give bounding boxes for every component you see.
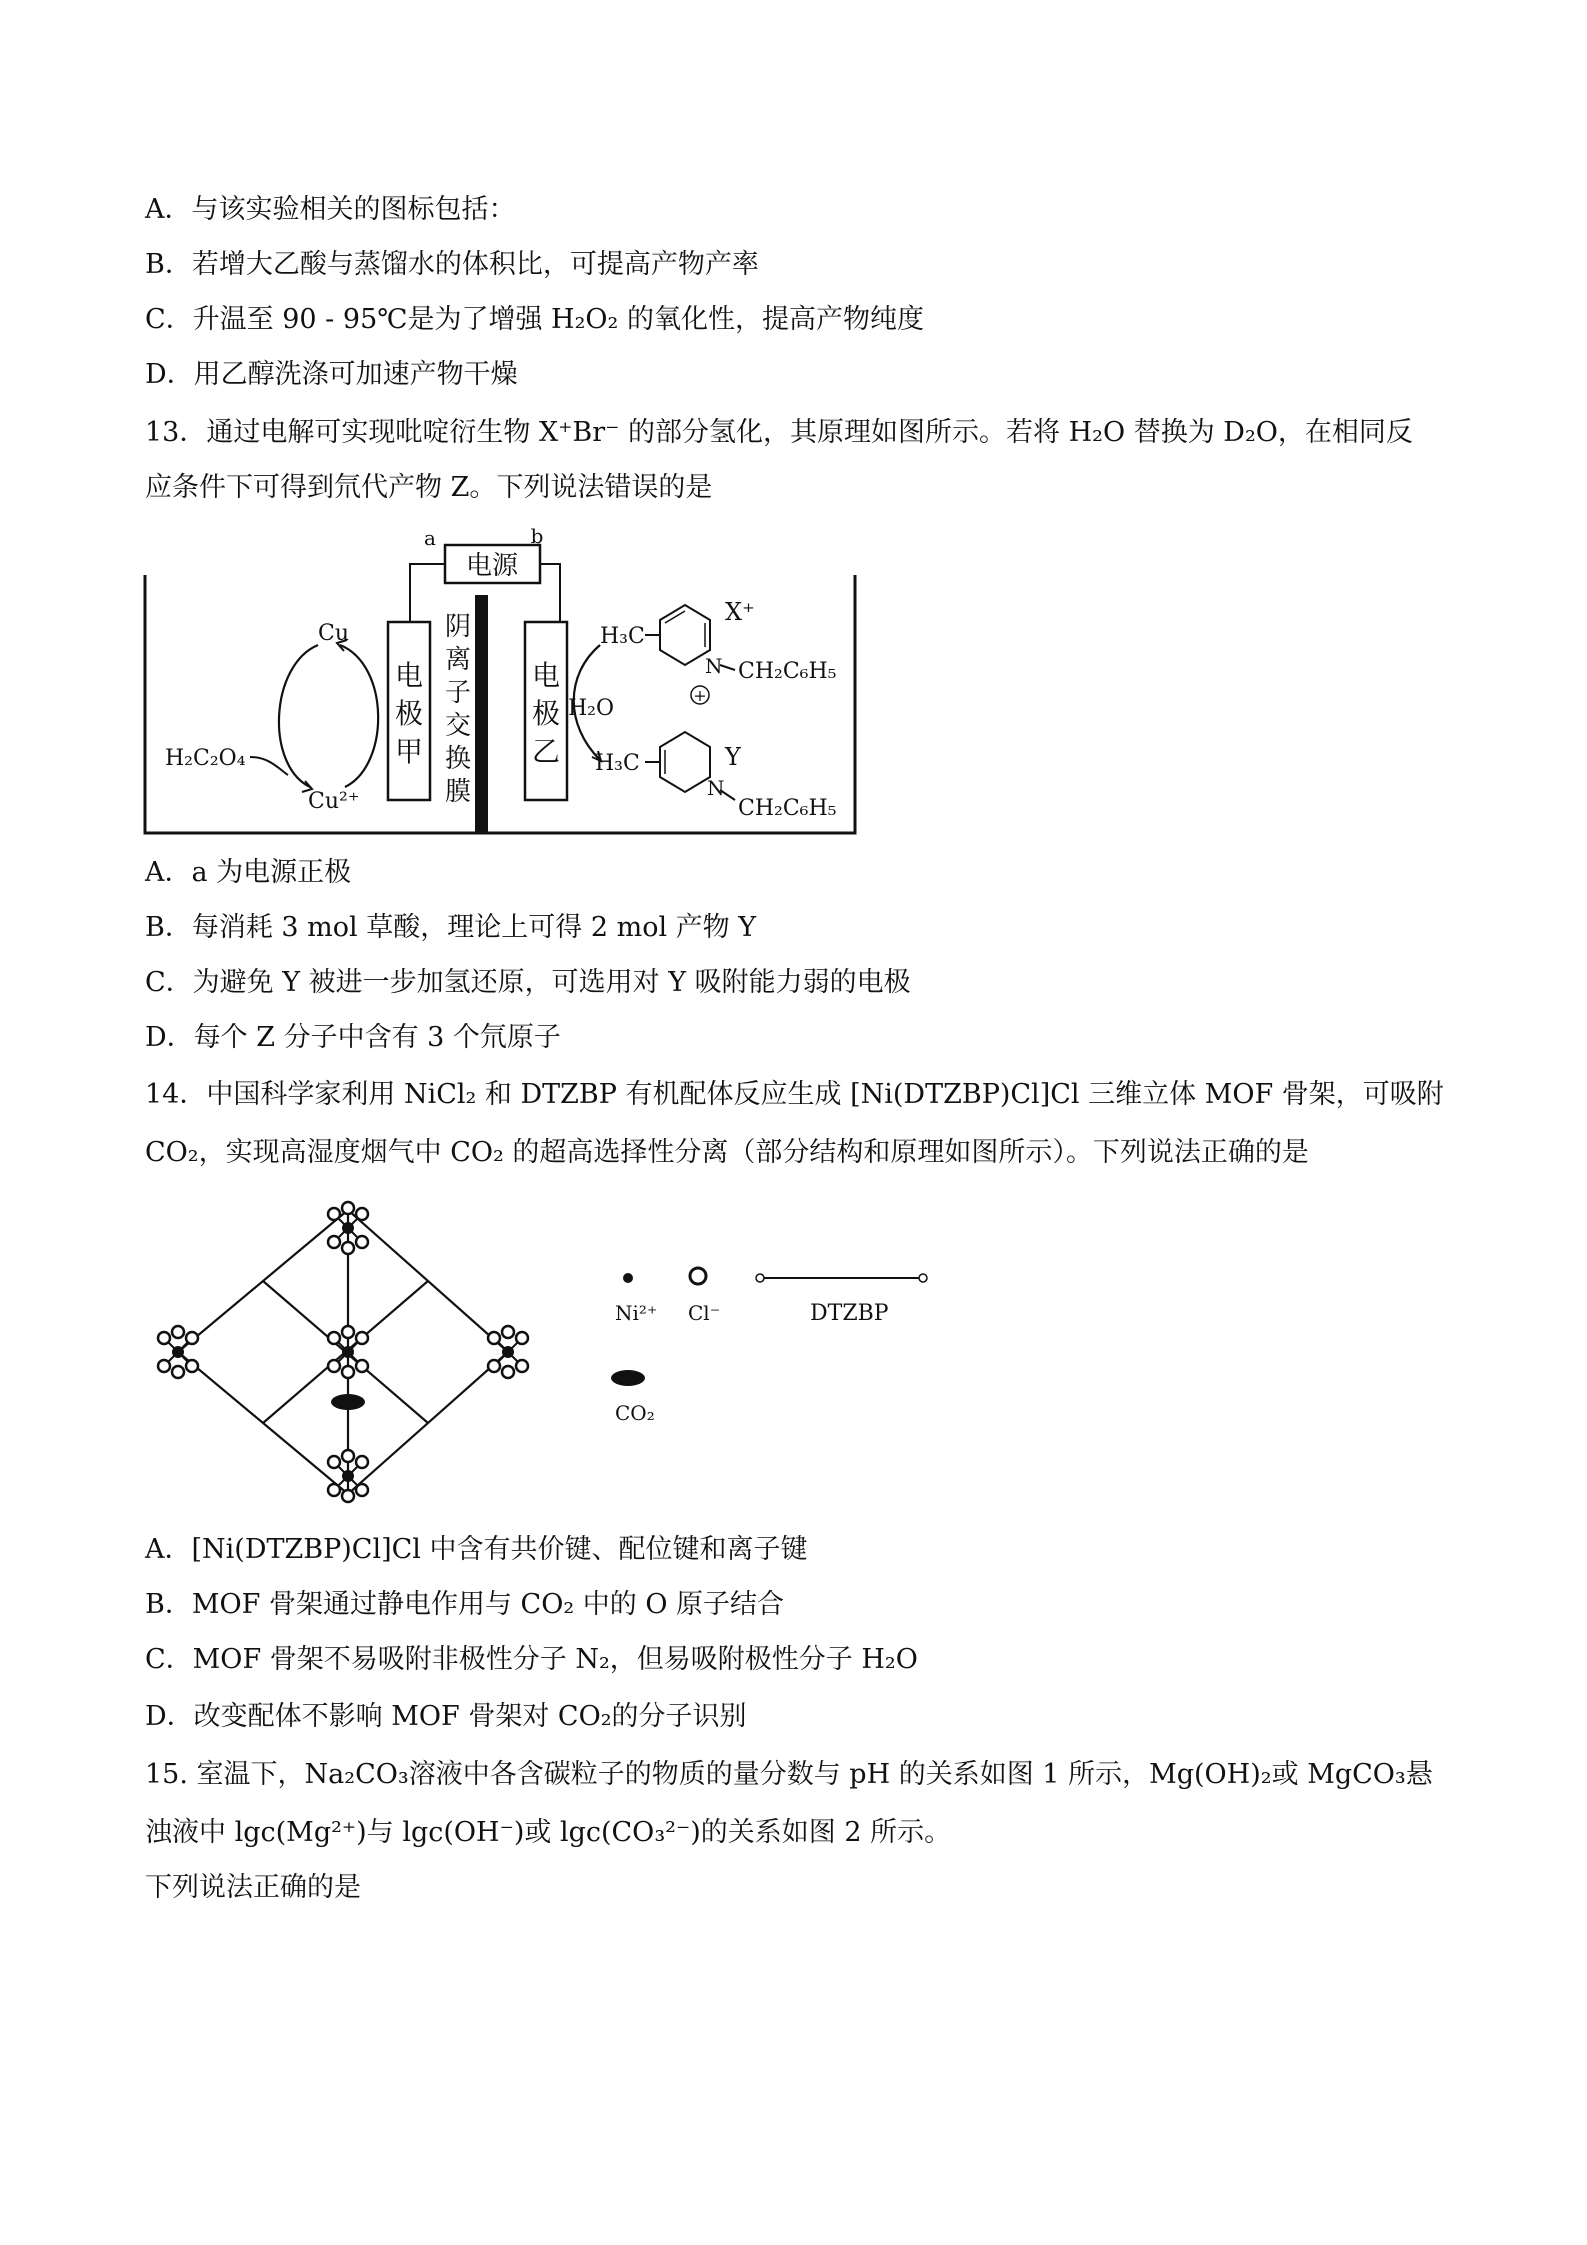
q12-option-a: A．与该实验相关的图标包括： [145, 194, 516, 225]
ni-cl-node [328, 1450, 368, 1502]
ni-cl-node [488, 1326, 528, 1378]
q13-stem-line1: 13．通过电解可实现吡啶衍生物 X⁺Br⁻ 的部分氢化，其原理如图所示。若将 H₂O 替换为 D₂O，在相同反 [145, 417, 1413, 448]
q15-stem-line1: 15. 室温下，Na₂CO₃溶液中各含碳粒子的物质的量分数与 pH 的关系如图 1 所示，Mg(OH)₂或 MgCO₃悬 [145, 1759, 1433, 1790]
q12-option-d: D．用乙醇洗涤可加速产物干燥 [145, 359, 518, 390]
mof-structure-diagram [140, 1190, 940, 1520]
svg-text:膜: 膜 [444, 777, 472, 807]
svg-text:极: 极 [394, 697, 424, 730]
lattice-nodes [158, 1202, 528, 1502]
q14-stem-line1: 14．中国科学家利用 NiCl₂ 和 DTZBP 有机配体反应生成 [Ni(DTZBP)Cl]Cl 三维立体 MOF 骨架，可吸附 [145, 1079, 1444, 1110]
electrolysis-cell-diagram [140, 525, 860, 840]
q13-stem-line2: 应条件下可得到氘代产物 Z。下列说法错误的是 [145, 472, 713, 503]
electrode-right-label [532, 659, 560, 768]
benzyl-bottom-label: CH₂C₆H₅ [738, 796, 837, 821]
oxalic-acid-label: H₂C₂O₄ [165, 746, 246, 771]
wire-left [410, 564, 445, 622]
svg-text:阴: 阴 [444, 612, 472, 642]
svg-text:乙: 乙 [531, 735, 561, 768]
legend-cl-dot [690, 1268, 706, 1284]
svg-text:电: 电 [531, 659, 561, 692]
co2-molecule-in-lattice [331, 1394, 365, 1410]
svg-text:交: 交 [444, 711, 472, 741]
svg-text:极: 极 [531, 697, 561, 730]
q13-option-d: D．每个 Z 分子中含有 3 个氘原子 [145, 1022, 561, 1053]
power-supply-label: 电源 [465, 551, 519, 581]
n-bottom-label: N [707, 776, 725, 800]
legend-dtzbp-label: DTZBP [810, 1301, 889, 1326]
ni-cl-node [328, 1326, 368, 1378]
electrode-left-label [395, 659, 423, 768]
q12-option-b: B．若增大乙酸与蒸馏水的体积比，可提高产物产率 [145, 249, 759, 280]
terminal-a-label: a [424, 526, 436, 550]
benzyl-top-label: CH₂C₆H₅ [738, 659, 837, 684]
plus-charge-label: + [693, 686, 707, 705]
q14-option-b: B．MOF 骨架通过静电作用与 CO₂ 中的 O 原子结合 [145, 1589, 785, 1620]
q14-stem-line2: CO₂，实现高湿度烟气中 CO₂ 的超高选择性分离（部分结构和原理如图所示）。下列说法正确的是 [145, 1137, 1309, 1168]
cu-label: Cu [318, 621, 350, 646]
ni-cl-node [158, 1326, 198, 1378]
q14-option-d: D．改变配体不影响 MOF 骨架对 CO₂的分子识别 [145, 1701, 747, 1732]
water-label: H₂O [568, 696, 615, 721]
h3c-top-label: H₃C [600, 624, 645, 649]
y-label: Y [725, 743, 741, 771]
q15-stem-line3: 下列说法正确的是 [145, 1872, 361, 1903]
legend-ni-dot [623, 1273, 633, 1283]
legend-ni-label: Ni²⁺ [615, 1301, 658, 1325]
ni-cl-node [328, 1202, 368, 1254]
q15-stem-line2: 浊液中 lgc(Mg²⁺)与 lgc(OH⁻)或 lgc(CO₃²⁻)的关系如图 2 所示。 [145, 1817, 952, 1848]
legend-co2-shape [611, 1370, 645, 1386]
h3c-bottom-label: H₃C [595, 751, 640, 776]
svg-text:甲: 甲 [394, 735, 424, 768]
svg-text:换: 换 [444, 744, 472, 774]
legend-co2-label: CO₂ [615, 1401, 655, 1425]
q12-option-c: C．升温至 90 - 95℃是为了增强 H₂O₂ 的氧化性，提高产物纯度 [145, 304, 924, 335]
n-top-label: N [705, 654, 723, 678]
q14-option-c: C．MOF 骨架不易吸附非极性分子 N₂，但易吸附极性分子 H₂O [145, 1644, 918, 1675]
q14-option-a: A．[Ni(DTZBP)Cl]Cl 中含有共价键、配位键和离子键 [145, 1534, 808, 1565]
x-plus-label: X⁺ [725, 598, 755, 626]
membrane-bar [475, 595, 488, 833]
cu2-label: Cu²⁺ [308, 789, 360, 814]
svg-text:离: 离 [444, 645, 472, 675]
membrane-label [445, 612, 471, 807]
q13-option-b: B．每消耗 3 mol 草酸，理论上可得 2 mol 产物 Y [145, 912, 757, 943]
svg-text:电: 电 [394, 659, 424, 692]
legend-cl-label: Cl⁻ [688, 1301, 721, 1325]
terminal-b-label: b [530, 525, 544, 548]
wire-right [540, 564, 560, 622]
svg-text:子: 子 [444, 678, 472, 708]
q13-option-a: A．a 为电源正极 [145, 857, 352, 888]
q13-option-c: C．为避免 Y 被进一步加氢还原，可选用对 Y 吸附能力弱的电极 [145, 967, 911, 998]
